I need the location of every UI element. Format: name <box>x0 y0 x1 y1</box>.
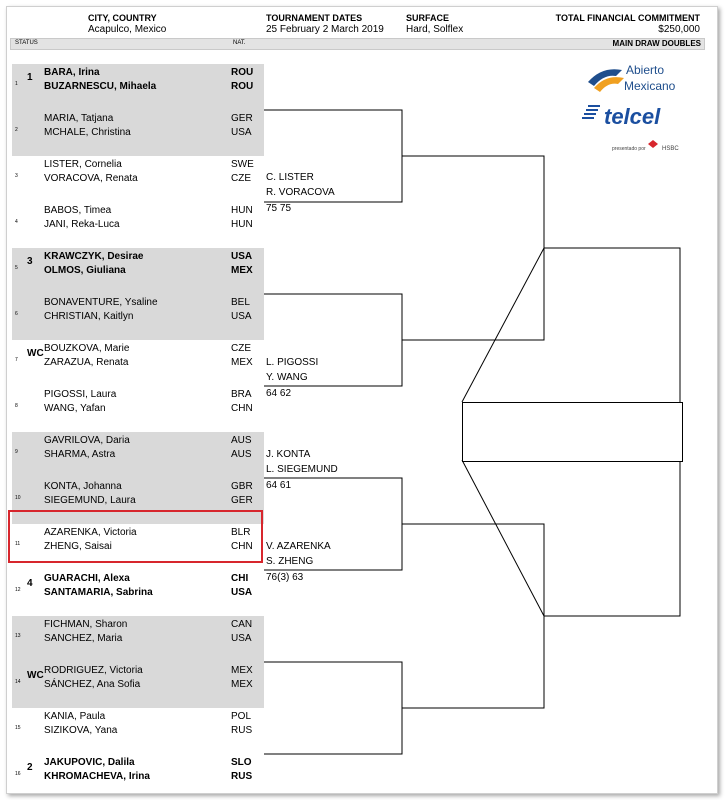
draw-position-number: 9 <box>15 449 18 455</box>
r1-winner-b: R. VORACOVA <box>266 187 335 198</box>
r1-score: 75 75 <box>266 203 292 214</box>
dates-value: 25 February 2 March 2019 <box>266 24 384 35</box>
surface-value: Hard, Solflex <box>406 24 464 35</box>
player-name: BONAVENTURE, Ysaline <box>44 297 158 308</box>
player-nationality: USA <box>231 633 252 644</box>
player-nationality: CHI <box>231 573 249 584</box>
r2-winner-a: L. PIGOSSI <box>266 357 319 368</box>
player-name: FICHMAN, Sharon <box>44 619 128 630</box>
logo-presented: presentado por <box>612 146 646 152</box>
player-nationality: ROU <box>231 67 254 78</box>
commitment-value: $250,000 <box>658 24 700 35</box>
draw-position-number: 10 <box>15 495 21 501</box>
r4-winner-a: V. AZARENKA <box>266 541 331 552</box>
logo-line1: Abierto <box>626 63 665 77</box>
player-name: BUZARNESCU, Mihaela <box>44 81 157 92</box>
player-nationality: AUS <box>231 435 252 446</box>
draw-position-number: 3 <box>15 173 18 179</box>
r4-winner-b: S. ZHENG <box>266 556 314 567</box>
nat-header: NAT. <box>233 40 246 46</box>
city-label: CITY, COUNTRY <box>88 13 157 23</box>
player-name: ZHENG, Saisai <box>44 541 112 552</box>
player-nationality: HUN <box>231 219 253 230</box>
player-name: SIZIKOVA, Yana <box>44 725 118 736</box>
player-nationality: CZE <box>231 343 251 354</box>
selected-entry-highlight <box>8 510 263 563</box>
city-value: Acapulco, Mexico <box>88 24 167 35</box>
player-name: SIEGEMUND, Laura <box>44 495 136 506</box>
player-name: PIGOSSI, Laura <box>44 389 117 400</box>
player-nationality: HUN <box>231 205 253 216</box>
logo-brand: telcel <box>604 104 661 129</box>
player-name: LISTER, Cornelia <box>44 159 122 170</box>
player-name: JANI, Reka-Luca <box>44 219 120 230</box>
player-name: MARIA, Tatjana <box>44 113 114 124</box>
player-name: VORACOVA, Renata <box>44 173 138 184</box>
player-name: ZARAZUA, Renata <box>44 357 129 368</box>
player-nationality: BRA <box>231 389 252 400</box>
draw-position-number: 16 <box>15 771 21 777</box>
winner-box <box>462 402 683 462</box>
draw-position-number: 4 <box>15 219 18 225</box>
logo-line2: Mexicano <box>624 79 676 93</box>
seed-label: 1 <box>27 72 33 83</box>
player-nationality: MEX <box>231 665 253 676</box>
draw-position-number: 13 <box>15 633 21 639</box>
player-nationality: BLR <box>231 527 251 538</box>
r3-winner-b: L. SIEGEMUND <box>266 464 338 475</box>
player-name: BARA, Irina <box>44 67 100 78</box>
r1-winner-a: C. LISTER <box>266 172 314 183</box>
player-nationality: USA <box>231 251 253 262</box>
r4-score: 76(3) 63 <box>266 572 304 583</box>
player-name: MCHALE, Christina <box>44 127 131 138</box>
player-name: JAKUPOVIC, Dalila <box>44 757 135 768</box>
draw-position-number: 6 <box>15 311 18 317</box>
player-nationality: USA <box>231 311 252 322</box>
status-header: STATUS <box>15 40 38 46</box>
player-name: GUARACHI, Alexa <box>44 573 130 584</box>
player-nationality: RUS <box>231 771 253 782</box>
r2-score: 64 62 <box>266 388 292 399</box>
player-nationality: CHN <box>231 541 253 552</box>
draw-position-number: 5 <box>15 265 18 271</box>
player-nationality: MEX <box>231 679 253 690</box>
player-nationality: AUS <box>231 449 252 460</box>
player-nationality: SLO <box>231 757 252 768</box>
r3-winner-a: J. KONTA <box>266 449 311 460</box>
seed-label: WC <box>27 670 44 681</box>
player-nationality: USA <box>231 587 253 598</box>
player-name: SANTAMARIA, Sabrina <box>44 587 153 598</box>
player-nationality: RUS <box>231 725 253 736</box>
player-nationality: ROU <box>231 81 254 92</box>
player-name: RODRIGUEZ, Victoria <box>44 665 143 676</box>
dates-label: TOURNAMENT DATES <box>266 13 363 23</box>
player-nationality: MEX <box>231 357 253 368</box>
player-name: KRAWCZYK, Desirae <box>44 251 144 262</box>
draw-position-number: 2 <box>15 127 18 133</box>
player-name: SANCHEZ, Maria <box>44 633 123 644</box>
player-nationality: CHN <box>231 403 253 414</box>
draw-position-number: 7 <box>15 357 18 363</box>
player-nationality: USA <box>231 127 252 138</box>
player-name: WANG, Yafan <box>44 403 106 414</box>
player-name: SÁNCHEZ, Ana Sofia <box>44 679 141 690</box>
draw-position-number: 1 <box>15 81 18 87</box>
surface-label: SURFACE <box>406 13 450 23</box>
player-nationality: CAN <box>231 619 253 630</box>
logo-sponsor: HSBC <box>662 146 679 152</box>
r2-winner-b: Y. WANG <box>266 372 308 383</box>
main-draw-label: MAIN DRAW DOUBLES <box>612 39 701 48</box>
seed-label: 3 <box>27 256 33 267</box>
r3-score: 64 61 <box>266 480 292 491</box>
commitment-label: TOTAL FINANCIAL COMMITMENT <box>555 13 700 23</box>
player-nationality: POL <box>231 711 252 722</box>
draw-position-number: 14 <box>15 679 21 685</box>
seed-label: 2 <box>27 762 33 773</box>
player-name: OLMOS, Giuliana <box>44 265 126 276</box>
player-name: BOUZKOVA, Marie <box>44 343 130 354</box>
player-nationality: SWE <box>231 159 254 170</box>
player-name: AZARENKA, Victoria <box>44 527 137 538</box>
player-name: KHROMACHEVA, Irina <box>44 771 150 782</box>
player-nationality: CZE <box>231 173 251 184</box>
player-nationality: GER <box>231 113 253 124</box>
player-name: BABOS, Timea <box>44 205 112 216</box>
player-nationality: GBR <box>231 481 253 492</box>
player-name: KANIA, Paula <box>44 711 106 722</box>
player-name: CHRISTIAN, Kaitlyn <box>44 311 134 322</box>
player-name: GAVRILOVA, Daria <box>44 435 130 446</box>
player-nationality: BEL <box>231 297 250 308</box>
seed-label: WC <box>27 348 44 359</box>
player-nationality: MEX <box>231 265 253 276</box>
draw-position-number: 12 <box>15 587 21 593</box>
draw-position-number: 15 <box>15 725 21 731</box>
player-nationality: GER <box>231 495 253 506</box>
seed-label: 4 <box>27 578 33 589</box>
player-name: KONTA, Johanna <box>44 481 122 492</box>
draw-position-number: 8 <box>15 403 18 409</box>
player-name: SHARMA, Astra <box>44 449 116 460</box>
draw-position-number: 11 <box>15 541 21 547</box>
